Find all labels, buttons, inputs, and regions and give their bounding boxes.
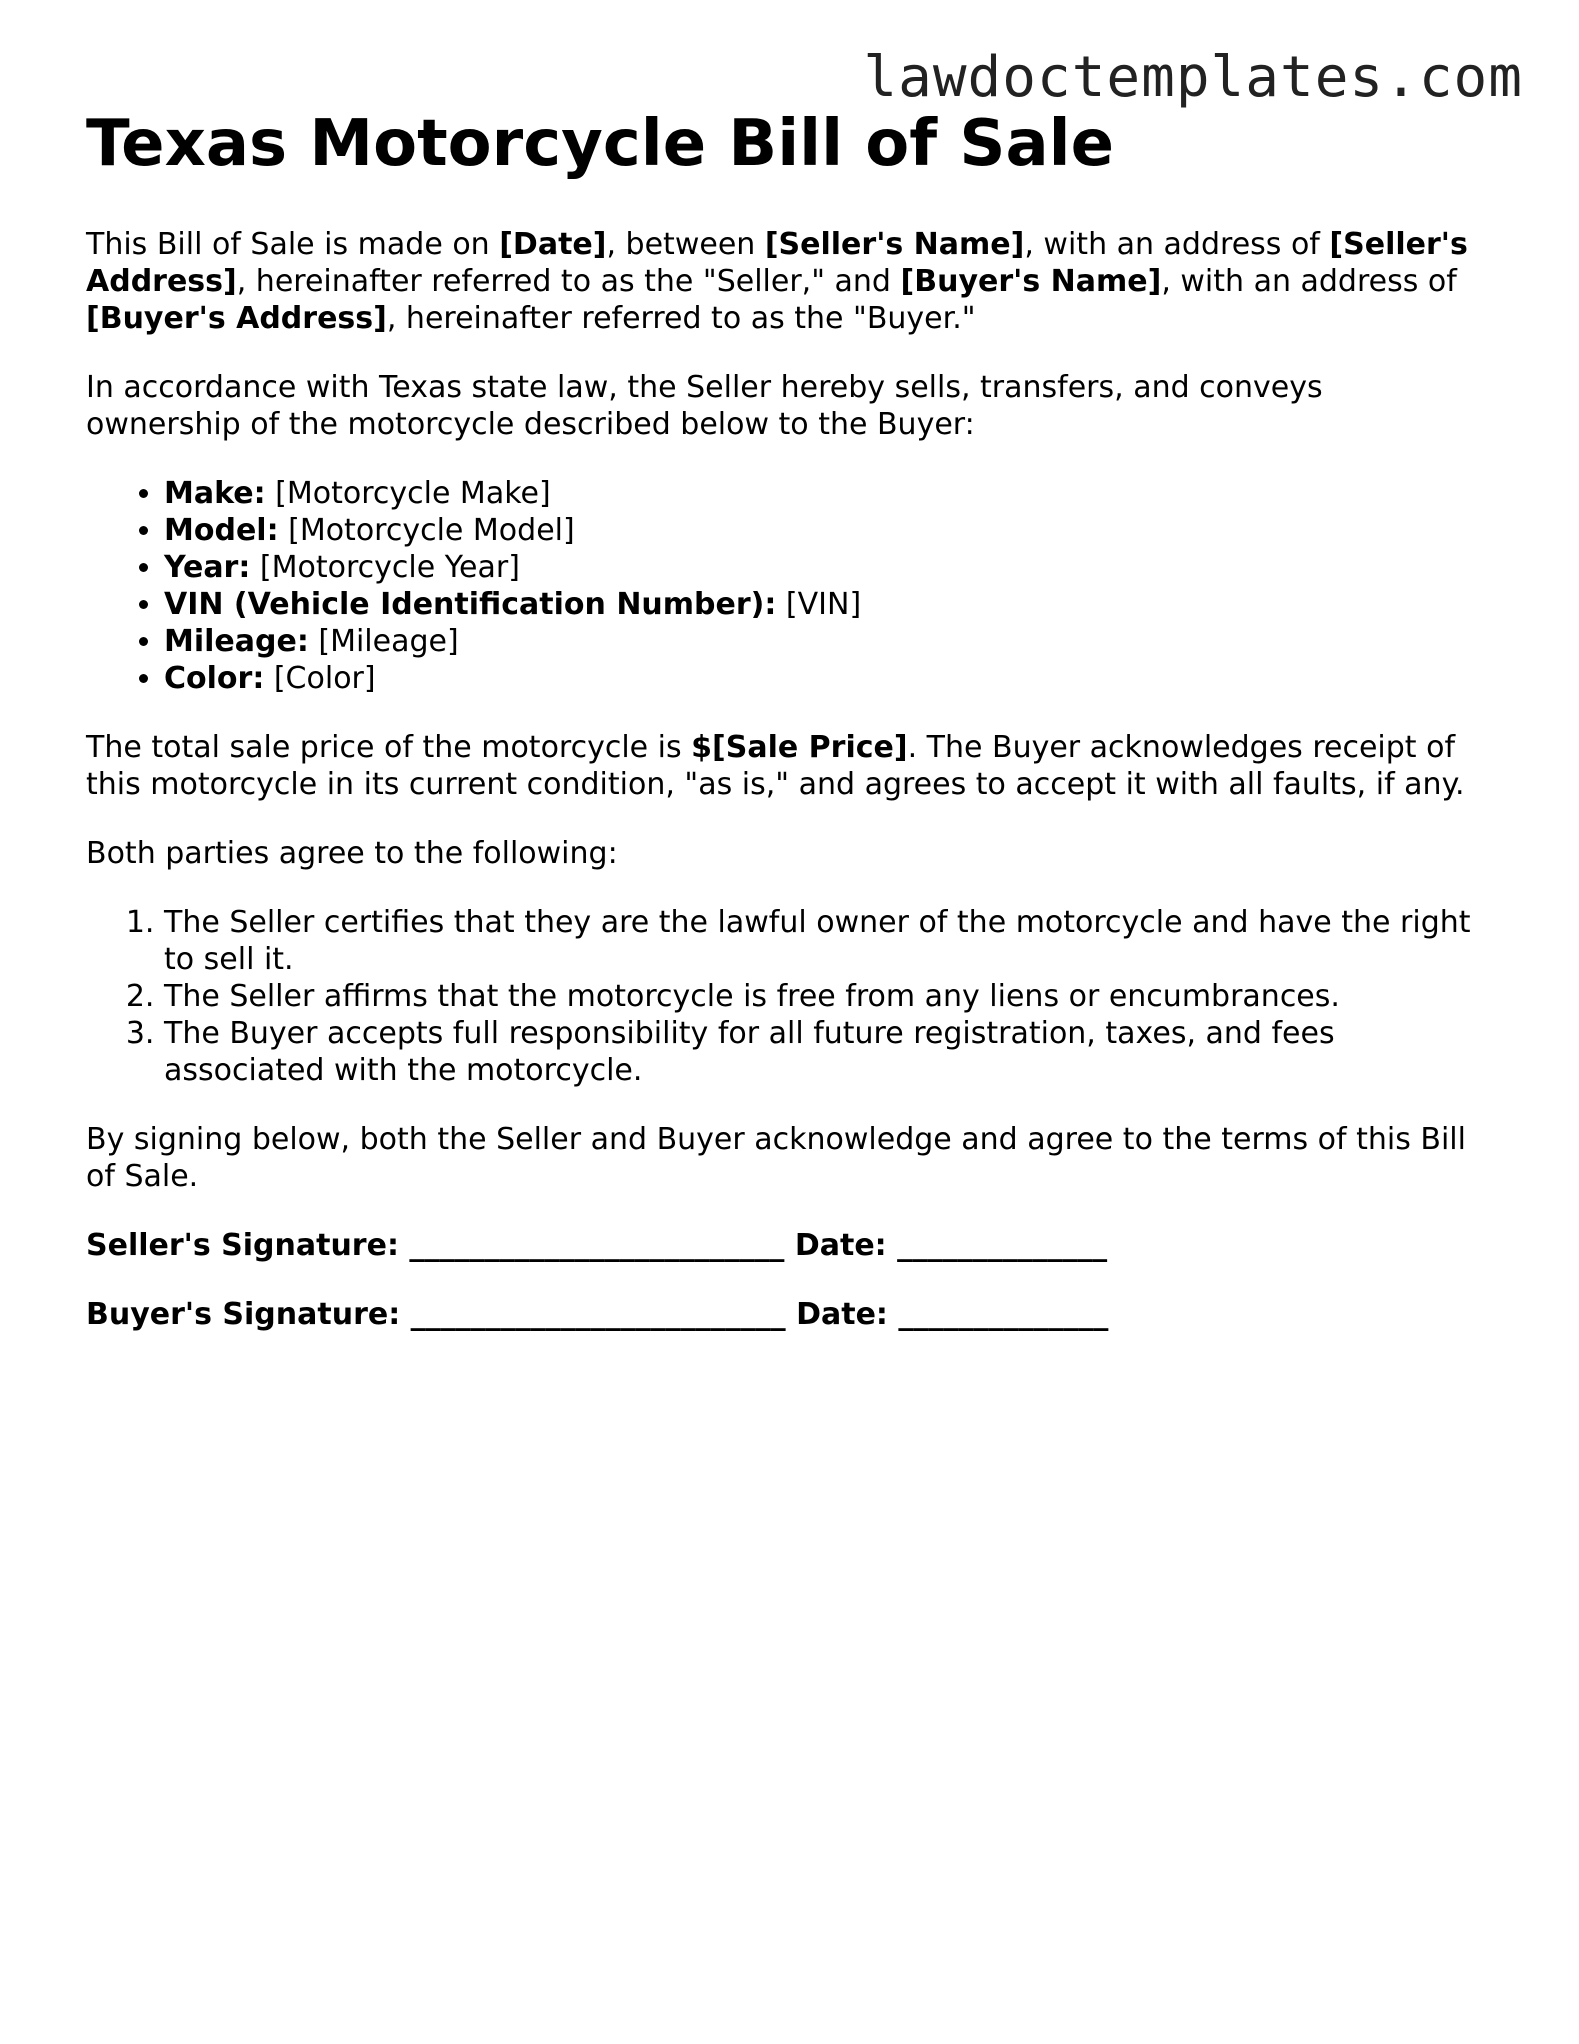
intro-text: , hereinafter referred to as the "Seller," and — [236, 263, 901, 299]
detail-label: VIN (Vehicle Identification Number): — [164, 586, 777, 622]
list-item — [164, 549, 1486, 586]
intro-text: This Bill of Sale is made on — [86, 226, 500, 262]
list-item: 1. The Seller certifies that they are the lawful owner of the motorcycle and have the right to sell it. — [164, 904, 1486, 978]
seller-name-placeholder: [Seller's Name] — [764, 226, 1025, 262]
detail-label: Year: — [164, 549, 251, 585]
intro-text: , between — [606, 226, 765, 262]
closing-paragraph: By signing below, both the Seller and Buyer acknowledge and agree to the terms of this Bill of Sale. — [86, 1121, 1466, 1194]
watermark-text: lawdoctemplates.com — [863, 45, 1523, 110]
list-item — [164, 512, 1486, 549]
buyer-name-placeholder: [Buyer's Name] — [900, 263, 1162, 299]
price-text: The total sale price of the motorcycle is — [86, 729, 692, 765]
detail-value: [Motorcycle Model] — [278, 512, 575, 548]
motorcycle-details-list — [86, 475, 1486, 697]
detail-label: Model: — [164, 512, 279, 548]
date-placeholder: [Date] — [499, 226, 607, 262]
document-title: Texas Motorcycle Bill of Sale — [86, 107, 1114, 181]
price-paragraph — [86, 729, 1486, 803]
list-item — [164, 586, 1486, 623]
sale-price-placeholder: $[Sale Price] — [691, 729, 908, 765]
detail-value: [VIN] — [776, 586, 862, 622]
transfer-paragraph: In accordance with Texas state law, the Seller hereby sells, transfers, and conveys ownership of the motorcycle described below to the Buyer: — [86, 369, 1323, 442]
detail-value: [Motorcycle Make] — [265, 475, 551, 511]
price-text: . The Buyer acknowledges receipt of this motorcycle in its current condition, "as is," and agrees to accept it with all faults, if any. — [86, 729, 1465, 802]
intro-text: , with an address of — [1161, 263, 1457, 299]
terms-list — [86, 904, 1486, 1089]
intro-text: , hereinafter referred to as the "Buyer." — [386, 300, 976, 336]
list-item — [164, 623, 1486, 660]
list-item: 3. The Buyer accepts full responsibility for all future registration, taxes, and fees associated with the motorcycle. — [164, 1015, 1486, 1089]
seller-signature-line[interactable]: Seller's Signature: _________________________ Date: ______________ — [86, 1227, 1108, 1263]
list-item: 2. The Seller affirms that the motorcycle is free from any liens or encumbrances. — [164, 978, 1486, 1015]
agreement-intro: Both parties agree to the following: — [86, 835, 618, 871]
list-item — [164, 660, 1486, 697]
detail-value: [Motorcycle Year] — [250, 549, 520, 585]
buyer-address-placeholder: [Buyer's Address] — [86, 300, 387, 336]
intro-paragraph — [86, 226, 1486, 337]
intro-text: , with an address of — [1024, 226, 1330, 262]
buyer-signature-line[interactable]: Buyer's Signature: _________________________ Date: ______________ — [86, 1296, 1109, 1332]
list-item — [164, 475, 1486, 512]
document-body — [86, 108, 1486, 1365]
detail-label: Color: — [164, 660, 265, 696]
detail-label: Make: — [164, 475, 266, 511]
detail-value: [Color] — [264, 660, 376, 696]
detail-value: [Mileage] — [308, 623, 459, 659]
detail-label: Mileage: — [164, 623, 309, 659]
seller-address-placeholder: [Seller's Address] — [86, 226, 1468, 299]
